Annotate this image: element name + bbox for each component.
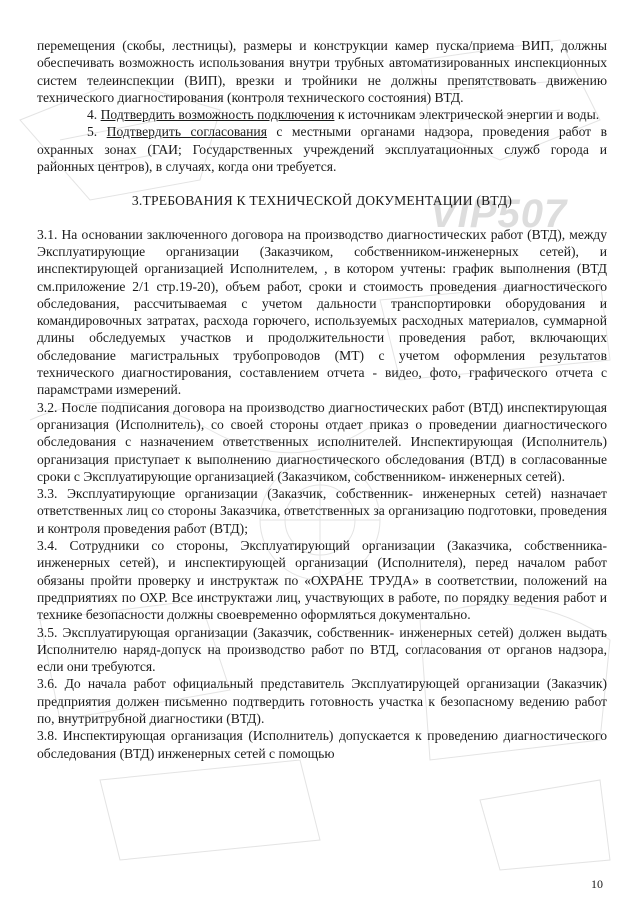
paragraph-3-1: 3.1. На основании заключенного договора на производство диагностических работ (ВТД), между Эксплуатирующие организации (Заказчиком, собственником-инженерных сетей), и инспектирующей организацией Исполнителем, , в котором учтены: график выполнения (ВТД см.приложение 2/1 стр.19-20), объем работ, сроки и стоимость проведения диагностического обследования, рассчитываемая с учетом дальности транспортировки оборудования и командировочных затратах, расхода горючего, используемых расходных материалов, суммарной длины обследуемых участков и продолжительности проведения работ, включающих обследование магистральных трубопроводов (МТ) с учетом оформления результатов технического диагностирования, составлением отчета - видео, фото, графического отчета с парамстрами измерений.: [37, 226, 607, 398]
item-5: [37, 123, 607, 175]
paragraph-3-5: 3.5. Эксплуатирующая организации (Заказчик, собственник- инженерных сетей) должен выдать Исполнителю наряд-допуск на производство работ по ВТД, согласования от органов надзора, если они требуются.: [37, 624, 607, 675]
section-heading: 3.ТРЕБОВАНИЯ К ТЕХНИЧЕСКОЙ ДОКУМЕНТАЦИИ (ВТД): [131, 193, 513, 209]
document-body: [37, 37, 607, 762]
item-5-number: 5.: [87, 124, 98, 140]
page-number: 10: [591, 877, 603, 891]
intro-paragraph: перемещения (скобы, лестницы), размеры и конструкции камер пуска/приема ВИП, должны обеспечивать возможность использования внутри трубных автоматизированных инспекционных систем телеинспекции (ВИП), врезки и тройники не должны препятствовать движению технического диагностирования (контроля технического состояния) ВТД.: [37, 38, 607, 105]
paragraph-3-6: 3.6. До начала работ официальный представитель Эксплуатирующей организации (Заказчик) предприятия должен письменно подтвердить готовность участка к безопасному ведению работ по, внутритрубной диагностики (ВТД).: [37, 676, 607, 726]
paragraph-3-8: 3.8. Инспектирующая организация (Исполнитель) допускается к проведению диагностического обследования (ВТД) инженерных сетей с помощью: [37, 728, 607, 761]
watermark-logo: VIP507: [430, 192, 568, 236]
paragraph-3-4: 3.4. Сотрудники со стороны, Эксплуатирующий организации (Заказчика, собственника- инженерных сетей), и инспектирующей организации (Исполнителя), перед началом работ обязаны пройти проверку и инструктаж по «ОХРАНЕ ТРУДА» в соответствии, положений на предприятиях по ОХР. Все инструктажи лиц, участвующих в работе, по порядку ведения работ и технике безопасности должны своевременно оформляться документально.: [37, 538, 607, 623]
item-5-text: с местными органами надзора, проведения работ в охранных зонах (ГАИ; Государственных учреждений эксплуатационных служб города и районных центров), в случаях, когда они требуется.: [37, 124, 607, 175]
item-5-link[interactable]: Подтвердить согласования: [106, 124, 267, 140]
paragraph-3-3: 3.3. Эксплуатирующие организации (Заказчик, собственник- инженерных сетей) назначает ответственных лиц со стороны Заказчика, ответственных за организацию подготовки, проведения и контроля проведения работ (ВТД);: [37, 486, 607, 536]
paragraph-3-2: 3.2. После подписания договора на производство диагностических работ (ВТД) инспектирующая организация (Исполнитель), со своей стороны отдает приказ о проведении диагностического обследования с назначением ответственных исполнителей. Инспектирующая (Исполнитель) организация приступает к выполнению диагностического обследования (ВТД) в согласованные сроки с Эксплуатирующие организацией (Заказчиком, собственником- инженерных сетей).: [37, 399, 607, 484]
item-4-text: к источникам электрической энергии и воды.: [337, 107, 600, 123]
item-4: [37, 106, 607, 123]
item-4-number: 4.: [87, 107, 98, 123]
item-4-link[interactable]: Подтвердить возможность подключения: [100, 107, 335, 123]
